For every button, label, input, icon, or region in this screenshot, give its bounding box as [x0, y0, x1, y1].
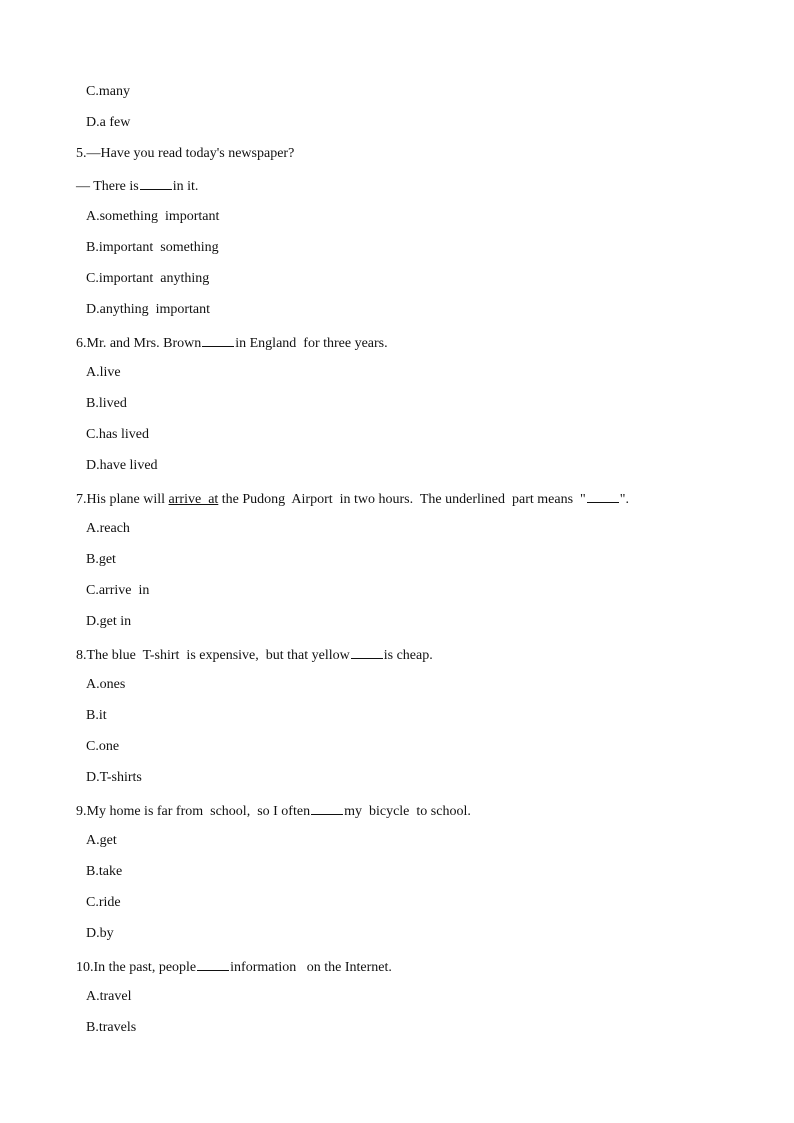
q5-option-d: D.anything important [86, 302, 211, 317]
q6-stem [76, 332, 388, 352]
q7-stem-text-b: the Pudong Airport in two hours. The underlined part means " [218, 492, 586, 507]
q6-stem-text-a: 6.Mr. and Mrs. Brown [76, 336, 202, 351]
q9-option-c: C.ride [86, 895, 121, 910]
q6-option-b: B.lived [86, 396, 127, 411]
q6-stem-text-b: in England for three years. [235, 336, 388, 351]
q8-stem-text-a: 8.The blue T-shirt is expensive, but that yellow [76, 648, 350, 663]
q10-option-a: A.travel [86, 989, 132, 1004]
q6-option-d: D.have lived [86, 458, 158, 473]
q4-option-d: D.a few [86, 115, 131, 130]
q9-stem [76, 800, 471, 820]
q5-option-b: B.important something [86, 240, 219, 255]
q7-stem-text-c: ". [619, 492, 629, 507]
q7-option-d: D.get in [86, 614, 132, 629]
q9-answer-blank [311, 800, 343, 815]
q5-option-c: C.important anything [86, 271, 210, 286]
q10-stem-text-a: 10.In the past, people [76, 960, 197, 975]
q5-stem-text-b: in it. [172, 179, 199, 194]
q8-option-c: C.one [86, 739, 120, 754]
q7-option-b: B.get [86, 552, 116, 567]
q8-stem [76, 644, 433, 664]
q9-option-a: A.get [86, 833, 117, 848]
q10-stem [76, 956, 392, 976]
q6-option-c: C.has lived [86, 427, 149, 442]
q8-answer-blank [351, 644, 383, 659]
q5-stem-text-a: — There is [76, 179, 139, 194]
q7-answer-blank [587, 488, 619, 503]
q7-underlined-phrase: arrive at [168, 492, 219, 507]
q6-option-a: A.live [86, 365, 121, 380]
q7-stem [76, 488, 629, 508]
q7-option-a: A.reach [86, 521, 130, 536]
q10-stem-text-b: information on the Internet. [230, 960, 392, 975]
q5-stem-line2 [76, 175, 198, 195]
q7-option-c: C.arrive in [86, 583, 150, 598]
q8-option-b: B.it [86, 708, 107, 723]
q6-answer-blank [202, 332, 234, 347]
q5-answer-blank [140, 175, 172, 190]
q8-option-d: D.T-shirts [86, 770, 142, 785]
q5-option-a: A.something important [86, 209, 220, 224]
q10-answer-blank [197, 956, 229, 971]
q9-stem-text-a: 9.My home is far from school, so I often [76, 804, 311, 819]
q4-option-c: C.many [86, 84, 130, 99]
q7-stem-text-a: 7.His plane will [76, 492, 169, 507]
q5-stem-line1: 5.—Have you read today's newspaper? [76, 146, 295, 161]
q8-option-a: A.ones [86, 677, 126, 692]
q9-option-b: B.take [86, 864, 123, 879]
q9-option-d: D.by [86, 926, 114, 941]
q8-stem-text-b: is cheap. [383, 648, 433, 663]
q10-option-b: B.travels [86, 1020, 137, 1035]
q9-stem-text-b: my bicycle to school. [344, 804, 471, 819]
